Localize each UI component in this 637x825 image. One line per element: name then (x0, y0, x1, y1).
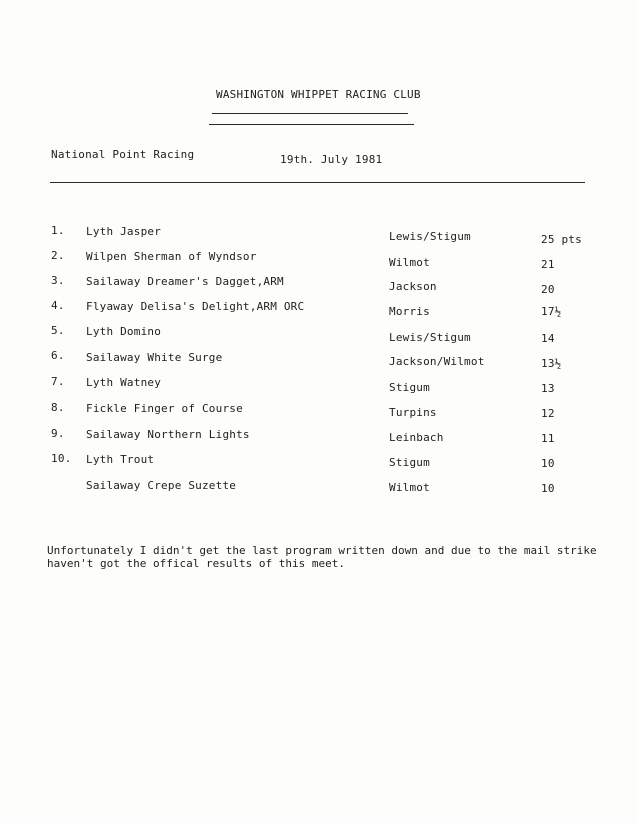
result-place: 9. (51, 427, 65, 440)
result-place: 8. (51, 401, 65, 414)
result-place: 6. (51, 349, 65, 362)
result-place: 5. (51, 324, 65, 337)
header-divider (50, 182, 585, 183)
result-owner: Wilmot (389, 256, 430, 269)
result-row (0, 427, 637, 445)
result-dog: Sailaway Crepe Suzette (86, 479, 237, 492)
title-underline-2 (209, 124, 414, 125)
result-owner: Jackson (389, 280, 437, 293)
result-row (0, 349, 637, 370)
result-owner: Leinbach (389, 431, 444, 444)
result-dog: Sailaway Dreamer's Dagget,ARM (86, 275, 284, 288)
result-owner: Stigum (389, 456, 430, 469)
result-points: 13 (541, 382, 555, 395)
result-place: 4. (51, 299, 65, 312)
result-row (0, 401, 637, 420)
result-place: 2. (51, 249, 65, 262)
result-row (0, 478, 637, 495)
result-dog: Flyaway Delisa's Delight,ARM ORC (86, 300, 305, 313)
title-underline-1 (212, 113, 408, 114)
result-points: 25 pts (541, 233, 582, 246)
result-row (0, 324, 637, 345)
result-owner: Jackson/Wilmot (389, 355, 485, 368)
result-place: 1. (51, 224, 65, 237)
result-row (0, 452, 637, 470)
result-row (0, 375, 637, 395)
footnote-text: Unfortunately I didn't get the last program written down and due to the mail strike haven't got the offical results of this meet. (47, 544, 597, 570)
result-dog: Lyth Domino (86, 325, 162, 338)
result-points: 10 (541, 457, 555, 470)
result-points: 10 (541, 482, 555, 495)
result-owner: Wilmot (389, 481, 430, 494)
event-date: 19th. July 1981 (280, 153, 383, 166)
result-owner: Lewis/Stigum (389, 230, 471, 243)
result-points: 17½ (541, 305, 562, 318)
result-points: 14 (541, 332, 555, 345)
result-place: 7. (51, 375, 65, 388)
result-row (0, 249, 637, 271)
result-dog: Sailaway White Surge (86, 351, 223, 364)
result-owner: Lewis/Stigum (389, 331, 471, 344)
result-place: 10. (51, 452, 72, 465)
result-owner: Stigum (389, 381, 430, 394)
result-place: 3. (51, 274, 65, 287)
result-row (0, 299, 637, 318)
page-title: WASHINGTON WHIPPET RACING CLUB (216, 88, 421, 101)
result-dog: Fickle Finger of Course (86, 402, 243, 415)
event-name: National Point Racing (51, 148, 195, 161)
result-dog: Lyth Watney (86, 376, 162, 389)
result-points: 21 (541, 258, 555, 271)
result-row (0, 224, 637, 246)
result-owner: Morris (389, 305, 430, 318)
result-owner: Turpins (389, 406, 437, 419)
result-row (0, 274, 637, 296)
result-dog: Lyth Jasper (86, 225, 162, 238)
result-points: 11 (541, 432, 555, 445)
result-dog: Lyth Trout (86, 453, 155, 466)
result-points: 20 (541, 283, 555, 296)
result-points: 13½ (541, 357, 562, 370)
result-points: 12 (541, 407, 555, 420)
result-dog: Wilpen Sherman of Wyndsor (86, 250, 257, 263)
result-dog: Sailaway Northern Lights (86, 428, 250, 441)
